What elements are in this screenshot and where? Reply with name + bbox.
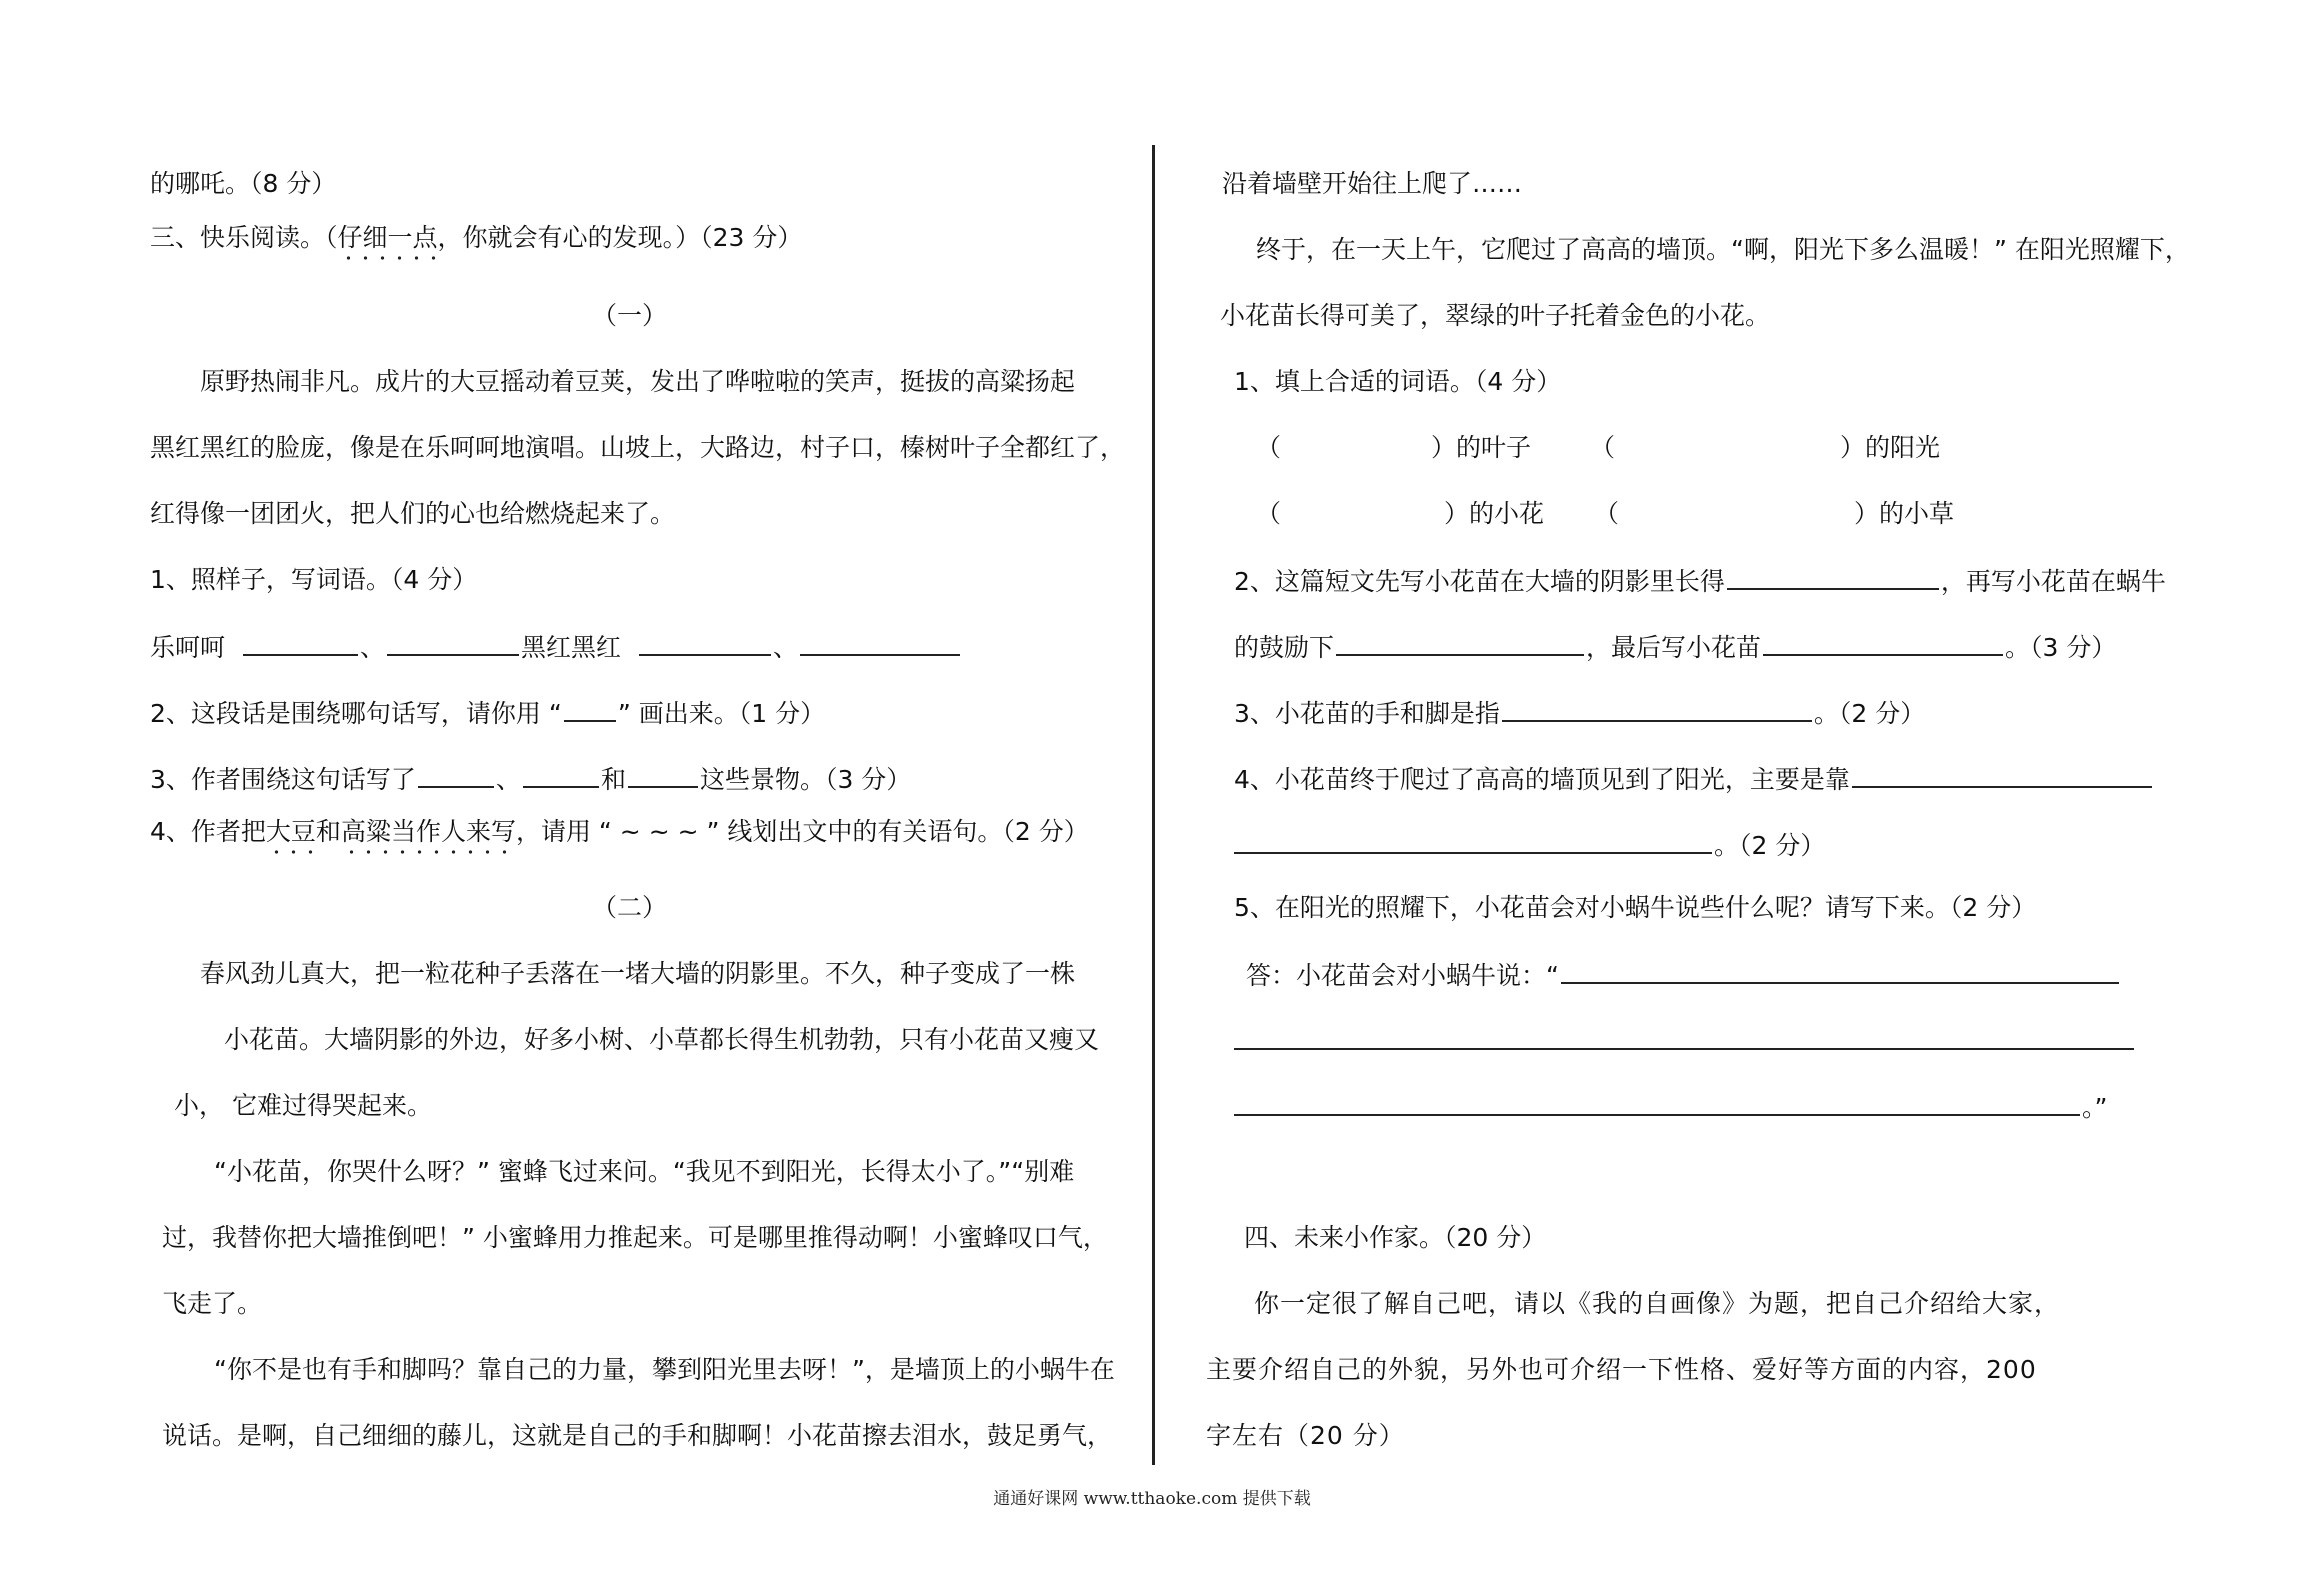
answer-blank[interactable] [1561,958,2119,984]
question-3 [150,762,911,796]
text: 答：小花苗会对小蜗牛说：“ [1246,961,1559,990]
text: 。（2 分） [1813,699,1926,728]
text: ，再写小花苗在蜗牛 [1940,567,2166,596]
question-1: 1、照样子，写词语。（4 分） [150,565,478,594]
text: ）的小花 [1444,499,1545,528]
text: 和 [600,765,626,794]
text: 、 [772,633,798,662]
question-4 [150,816,1089,848]
text-line: 主要介绍自己的外貌，另外也可介绍一下性格、爱好等方面的内容，200 [1206,1355,2037,1384]
question-r2-cont [1234,630,2116,664]
page-footer: 通通好课网 www.tthaoke.com 提供下载 [993,1489,1311,1509]
answer-line [1234,1090,2107,1124]
dotted-text: 大豆 [265,817,316,846]
answer-blank[interactable] [1336,630,1584,656]
answer-blank[interactable] [1763,630,2003,656]
question-r5: 5、在阳光的照耀下，小花苗会对小蜗牛说些什么呢？请写下来。（2 分） [1234,893,2037,922]
answer-blank[interactable] [1234,1024,2134,1050]
fill-paren [1256,432,1531,464]
dotted-text: 高粱当作人来写 [340,817,516,846]
answer-blank[interactable] [1852,762,2152,788]
section-three-heading [150,222,802,254]
text: ）的小草 [1854,499,1955,528]
text: ）的叶子 [1431,433,1532,462]
text: 。（3 分） [2005,633,2117,662]
text-line: 小花苗长得可美了，翠绿的叶子托着金色的小花。 [1220,301,1771,330]
text-line: 过，我替你把大墙推倒吧！” 小蜜蜂用力推起来。可是哪里推得动啊！小蜜蜂叹口气， [162,1223,1108,1252]
question-1-answers [150,630,962,664]
answer-line [1234,1024,2136,1058]
text: 。（2 分） [1714,831,1826,860]
text: （ [1256,433,1282,462]
text: 有心 [537,223,588,252]
text-line: 说话。是啊，自己细细的藤儿，这就是自己的手和脚啊！小花苗擦去泪水，鼓足勇气， [162,1421,1113,1450]
text-line: 小， 它难过得哭起来。 [174,1091,432,1120]
text-line: 红得像一团团火，把人们的心也给燃烧起来了。 [150,499,676,528]
answer-line [1246,958,2121,992]
text: ” 画出来。（1 分） [617,699,826,728]
answer-blank[interactable] [628,762,698,788]
fill-paren [1594,498,1954,530]
answer-blank[interactable] [1727,564,1939,590]
answer-blank[interactable] [387,630,519,656]
text: 3、小花苗的手和脚是指 [1234,699,1500,728]
text: 和 [315,817,341,846]
text: 3、作者围绕这句话写了 [150,765,416,794]
dotted-text: 仔细一点 [337,223,438,252]
example-word: 黑红黑红 [520,633,621,662]
answer-blank[interactable] [1502,696,1812,722]
text: （ [1594,499,1620,528]
answer-blank[interactable] [800,630,960,656]
section-four-heading: 四、未来小作家。（20 分） [1244,1223,1547,1252]
passage-two-title: （二） [592,893,668,922]
question-r1: 1、填上合适的词语。（4 分） [1234,367,1562,396]
fill-paren [1256,498,1544,530]
text-line: 飞走了。 [162,1289,263,1318]
text: 2、这篇短文先写小花苗在大墙的阴影里长得 [1234,567,1725,596]
text: ，最后写小花苗 [1586,633,1762,662]
text-line: “小花苗，你哭什么呀？” 蜜蜂飞过来问。“我见不到阳光，长得太小了。”“别难 [214,1157,1075,1186]
text: 三、快乐阅读。（ [150,223,338,252]
question-r2 [1234,564,2166,598]
text: ，请用 “ ~ ~ ~ ” 线划出文中的有关语句。（2 分） [515,817,1089,846]
text: （ [1590,433,1616,462]
text: 、 [495,765,521,794]
text-line: 春风劲儿真大，把一粒花种子丢落在一堵大墙的阴影里。不久，种子变成了一株 [200,959,1076,988]
text: 的鼓励下 [1234,633,1335,662]
passage-one-title: （一） [592,301,668,330]
text-line: “你不是也有手和脚吗？靠自己的力量，攀到阳光里去呀！”，是墙顶上的小蜗牛在 [214,1355,1115,1384]
text: 4、作者把 [150,817,266,846]
answer-blank[interactable] [418,762,494,788]
text: （ [1256,499,1282,528]
text-line: 的哪吒。（8 分） [150,169,337,198]
answer-blank[interactable] [564,696,616,722]
example-word: 乐呵呵 [150,633,226,662]
answer-blank[interactable] [639,630,771,656]
text-line: 原野热闹非凡。成片的大豆摇动着豆荚，发出了哗啦啦的笑声，挺拔的高粱扬起 [200,367,1076,396]
fill-paren [1590,432,1940,464]
question-r4 [1234,762,2154,796]
text: 、 [359,633,385,662]
text-line: 沿着墙壁开始往上爬了…… [1222,169,1523,198]
text: ）的阳光 [1840,433,1941,462]
text: 4、小花苗终于爬过了高高的墙顶见到了阳光，主要是靠 [1234,765,1850,794]
question-r3 [1234,696,1925,730]
question-r4-cont [1234,828,1825,862]
text: 这些景物。（3 分） [699,765,912,794]
answer-blank[interactable] [523,762,599,788]
text: ，你就会 [437,223,538,252]
answer-blank[interactable] [243,630,358,656]
question-2 [150,696,825,730]
text: 2、这段话是围绕哪句话写，请你用 “ [150,699,562,728]
text-line: 小花苗。大墙阴影的外边，好多小树、小草都长得生机勃勃，只有小花苗又瘦又 [224,1025,1100,1054]
column-divider [1152,145,1155,1465]
answer-blank[interactable] [1234,1090,2080,1116]
text: 的发现。）（23 分） [587,223,803,252]
text-line: 终于，在一天上午，它爬过了高高的墙顶。“啊，阳光下多么温暖！” 在阳光照耀下， [1256,235,2190,264]
answer-blank[interactable] [1234,828,1712,854]
text: 。” [2082,1093,2108,1122]
text-line: 黑红黑红的脸庞，像是在乐呵呵地演唱。山坡上，大路边，村子口，榛树叶子全都红了， [150,433,1126,462]
text-line: 字左右（20 分） [1206,1421,1405,1450]
text-line: 你一定很了解自己吧，请以《我的自画像》为题，把自己介绍给大家， [1254,1289,2061,1318]
